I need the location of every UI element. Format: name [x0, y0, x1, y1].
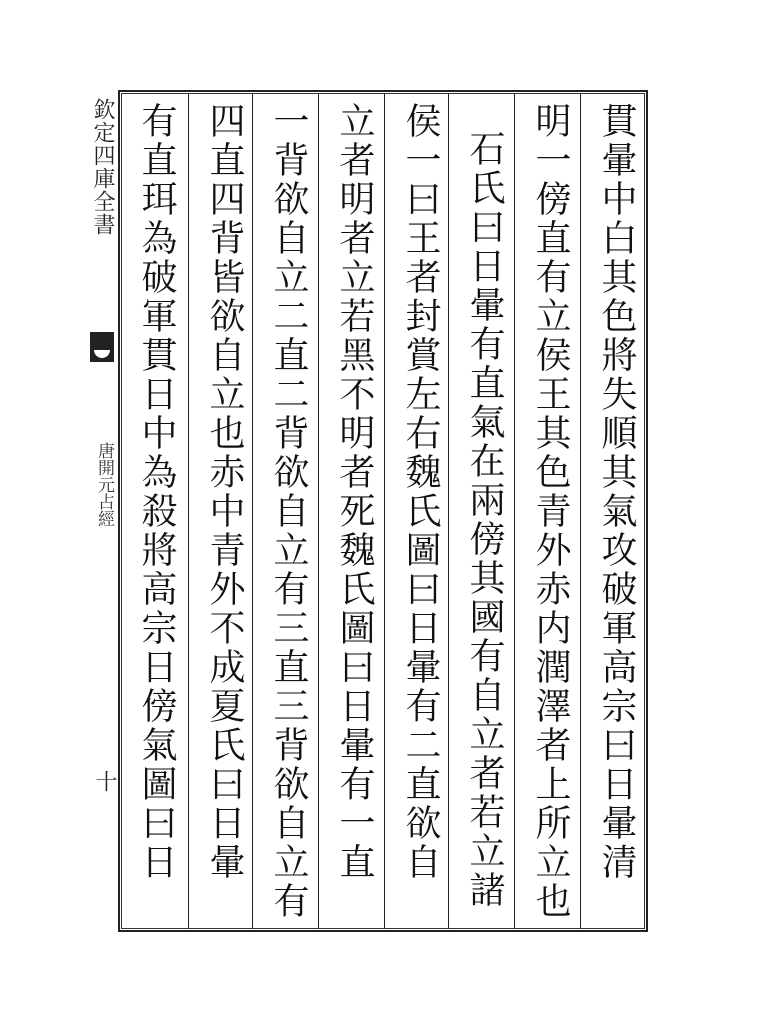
column-text: 侯一曰王者封賞左右: [400, 102, 441, 453]
column-text: 石氏曰日暈有直氣在兩傍其國有自立者若立諸: [464, 130, 505, 910]
column-rule: [188, 93, 189, 929]
text-column-1: [584, 102, 648, 922]
column-text: 立者明者立若黑不明者死: [334, 102, 375, 531]
margin-collection-title: 欽定四庫全書: [90, 98, 115, 236]
column-text: 貫暈中白其色將失順其氣攻破軍: [596, 102, 637, 648]
column-text: 四直四背皆欲自立也赤中青外不成: [204, 102, 245, 687]
margin-book-title: 唐開元占經: [94, 442, 114, 527]
column-note: 魏氏圖曰日暈有二直欲自: [400, 453, 441, 882]
text-column-2: [518, 102, 582, 922]
text-column-5: [322, 102, 386, 922]
margin-page-number: 十: [92, 770, 117, 792]
column-note: 高宗日傍氣圖曰日: [136, 570, 177, 882]
text-column-7: [192, 102, 256, 922]
text-column-3: [452, 130, 516, 950]
text-column-4: [388, 102, 452, 922]
text-column-6: [256, 102, 320, 922]
column-text: 明一傍直有立侯王其色青外赤内潤澤者上所立也: [530, 102, 571, 921]
column-note: 魏氏圖曰日暈有一直: [334, 531, 375, 882]
column-note: 高宗曰日暈清: [596, 648, 637, 882]
column-text: 一背欲自立二直二背欲自立有三直三背欲自立有: [268, 102, 309, 921]
column-text: 有直珥為破軍貫日中為殺將: [136, 102, 177, 570]
fishtail-mark-icon: [90, 332, 114, 362]
text-column-8: [124, 102, 188, 922]
column-note: 夏氏曰日暈: [204, 687, 245, 882]
